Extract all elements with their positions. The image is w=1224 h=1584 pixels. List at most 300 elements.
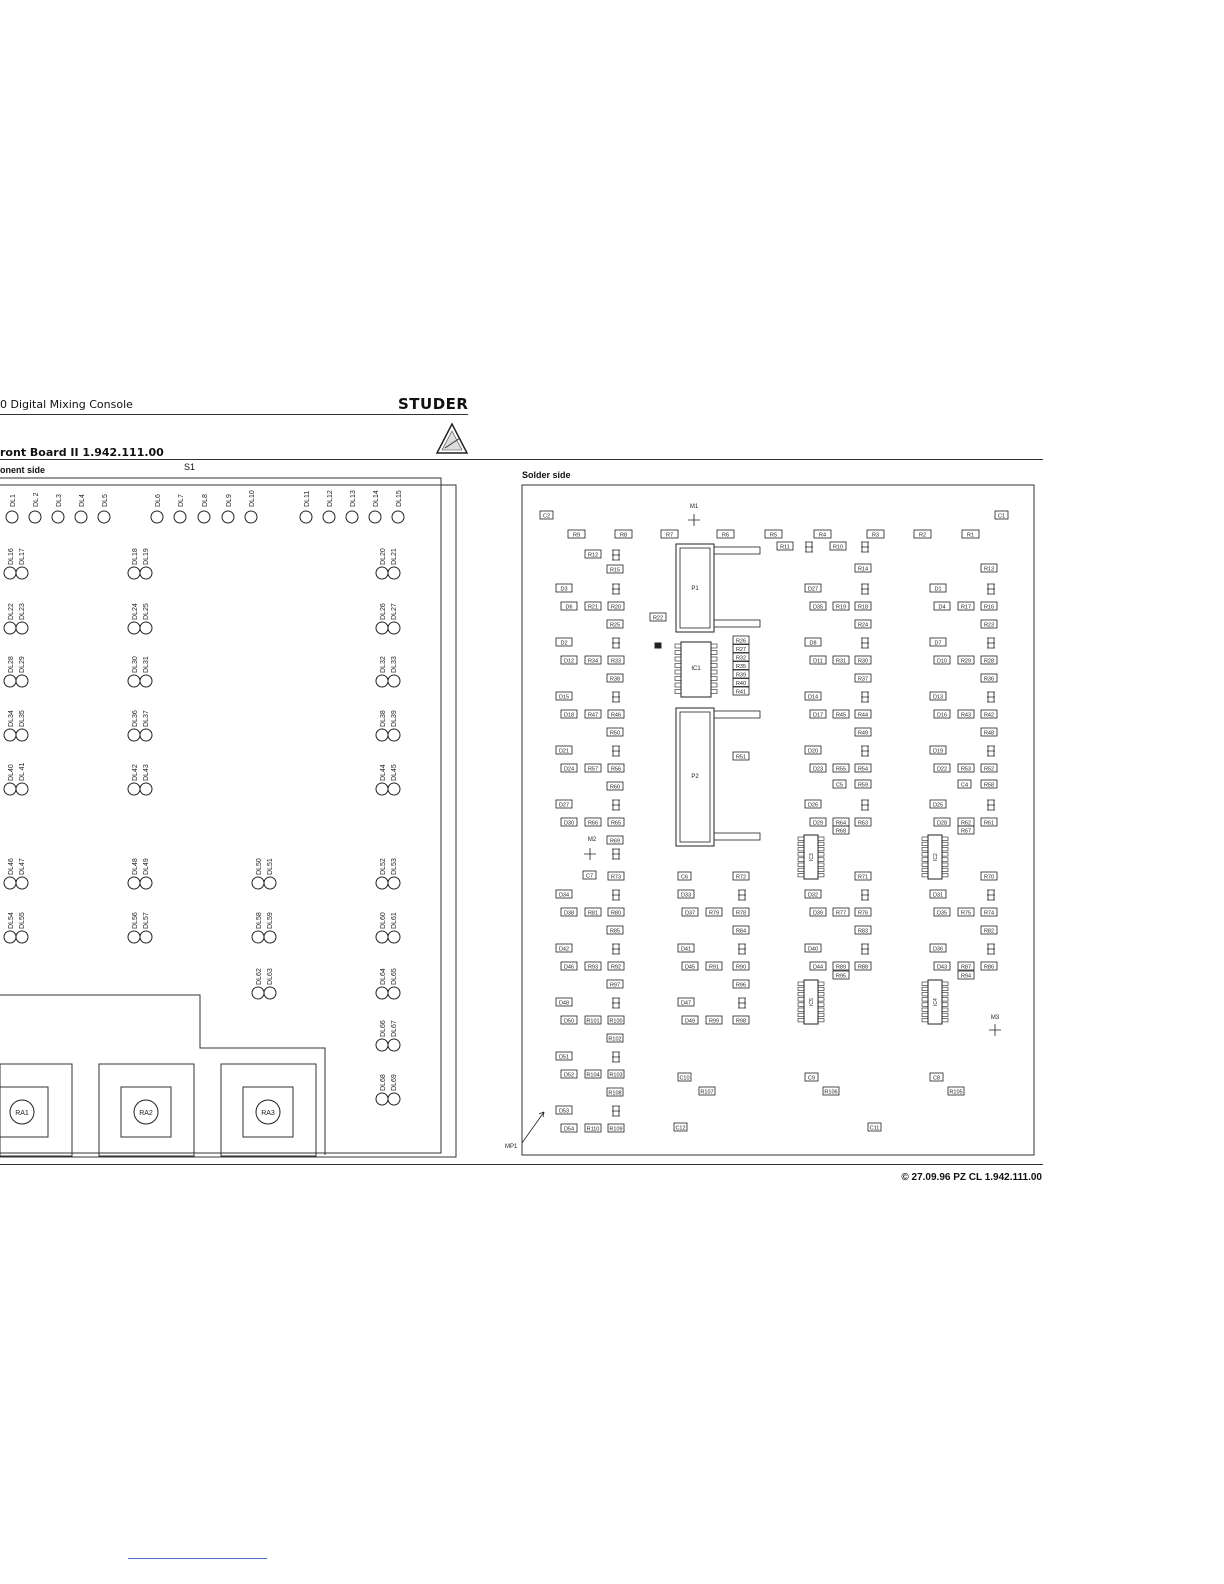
ic-pin [798,847,804,851]
component-label: D14 [807,694,819,701]
marker-label: MP1 [505,1144,518,1150]
led-label: DL68 [380,1074,387,1091]
component-label: R78 [735,910,747,917]
led-circle [245,511,257,523]
component-label: R102 [608,1036,622,1043]
component-label: R12 [587,552,599,559]
connector-label: P2 [691,774,699,780]
led-circle [4,675,16,687]
component-label: D28 [936,820,948,827]
component-label: D49 [684,1018,696,1025]
diode-symbol [861,638,869,648]
ic-pin [675,651,681,655]
component-label: R80 [610,910,622,917]
ic-pin [942,837,948,841]
ic-pin [798,1013,804,1017]
marker-label: M2 [587,837,597,843]
underline-link [128,1558,267,1559]
component-label: R73 [610,874,622,881]
component-label: D30 [563,820,575,827]
component-label: C8 [932,1075,941,1082]
component-label: R65 [610,820,622,827]
component-label: R18 [857,604,869,611]
led-label: DL22 [8,603,15,620]
connector-label: P1 [691,586,699,592]
led-circle [151,511,163,523]
component-label: C10 [679,1075,690,1082]
component-label: D53 [558,1108,570,1115]
component-label: R44 [857,712,869,719]
led-label: DL31 [143,656,150,673]
component-label: R109 [609,1126,623,1133]
component-label: R43 [960,712,972,719]
component-label: R4 [818,532,827,539]
ic-pin [922,1013,928,1017]
component-label: R90 [735,964,747,971]
ic-pin [922,1008,928,1012]
led-label: DL 2 [33,492,40,507]
component-label: D2 [560,640,568,647]
led-circle [128,567,140,579]
ic-pin [942,1018,948,1022]
led-circle [16,675,28,687]
led-label: DL47 [19,858,26,875]
component-label: R76 [857,910,869,917]
led-circle [140,783,152,795]
connector-pin [714,620,760,627]
rotary-frame [0,1064,72,1156]
diode-symbol [861,746,869,756]
led-circle [4,622,16,634]
diode-symbol [987,584,995,594]
component-label: R9 [572,532,581,539]
diode-symbol [987,638,995,648]
component-label: R42 [983,712,995,719]
ic-pin [798,842,804,846]
component-label: R68 [835,828,847,835]
led-circle [98,511,110,523]
component-label: R81 [587,910,599,917]
component-label: R14 [857,566,869,573]
component-label: R69 [609,838,621,845]
diode-symbol [612,692,620,702]
board-outline-outer [0,485,456,1157]
solder-side-diagram [500,480,1045,1160]
component-label: R33 [610,658,622,665]
component-label: D44 [812,964,824,971]
ic-pin [818,1018,824,1022]
led-label: DL51 [267,858,274,875]
diode-symbol [861,692,869,702]
component-label: D34 [558,892,570,899]
ic-pin [675,690,681,694]
ic-pin [922,853,928,857]
component-label: R19 [835,604,847,611]
ic-pin [675,644,681,648]
led-label: DL3 [56,494,63,507]
led-label: DL18 [132,548,139,565]
component-side-diagram [0,475,470,1165]
led-circle [388,877,400,889]
marker-label: M1 [689,504,699,510]
component-label: R104 [586,1072,600,1079]
board-outline [522,485,1034,1155]
led-circle [376,783,388,795]
ic-pin [711,657,717,661]
component-label: R59 [857,782,869,789]
led-circle [16,729,28,741]
ic-pin [711,664,717,668]
led-label: DL4 [79,494,86,507]
component-label: R108 [608,1090,622,1097]
component-label: R86 [983,964,995,971]
board-cutout [0,995,325,1155]
led-circle [376,622,388,634]
component-label: R26 [735,638,747,645]
title-rule [0,459,1043,460]
led-label: DL53 [391,858,398,875]
led-circle [4,783,16,795]
connector-pin [714,547,760,554]
diode-symbol [861,800,869,810]
component-side-label: onent side [0,465,46,475]
marker-cross [584,848,596,860]
component-label: C7 [585,873,594,880]
ic-pin [798,992,804,996]
component-label: D7 [934,640,942,647]
component-label: D36 [932,946,944,953]
led-circle [16,783,28,795]
ic-pin [798,837,804,841]
marker-cross [688,514,700,526]
component-label: R83 [857,928,869,935]
component-label: R62 [960,820,972,827]
component-label: D18 [563,712,575,719]
led-circle [252,987,264,999]
led-label: DL36 [132,710,139,727]
led-label: DL11 [304,490,311,507]
led-label: DL61 [391,912,398,929]
led-label: DL65 [391,968,398,985]
document-title: 0 Digital Mixing Console [0,398,133,411]
ic-pin [798,1003,804,1007]
brand-logo: STUDER [398,395,469,413]
ic-pin [942,858,948,862]
led-label: DL15 [396,490,403,507]
ic-pin [675,677,681,681]
component-label: R22 [652,615,664,622]
component-label: R64 [835,820,847,827]
component-label: D31 [932,892,944,899]
led-circle [388,729,400,741]
component-label: D35 [936,910,948,917]
footer-code: © 27.09.96 PZ CL 1.942.111.00 [901,1172,1042,1183]
component-label: R3 [871,532,880,539]
ic-pin [711,677,717,681]
ic-pin [818,842,824,846]
rotary-label: RA2 [139,1110,153,1117]
ic-pin [922,868,928,872]
led-label: DL35 [19,710,26,727]
led-circle [140,567,152,579]
led-label: DL45 [391,764,398,781]
diode-symbol [987,800,995,810]
component-label: C1 [997,513,1006,520]
ic-pin [798,998,804,1002]
component-label: R32 [735,655,747,662]
led-label: DL37 [143,710,150,727]
component-label: R45 [835,712,847,719]
ic-pin [942,842,948,846]
component-label: C12 [675,1125,686,1132]
led-label: DL34 [8,710,15,727]
diode-symbol [612,1106,620,1116]
led-label: DL25 [143,603,150,620]
component-label: R55 [835,766,847,773]
component-label: D11 [813,658,823,665]
component-label: D19 [932,748,944,755]
led-circle [16,931,28,943]
component-label: R87 [960,964,972,971]
led-label: DL7 [178,494,185,507]
component-label: R110 [586,1126,600,1133]
led-circle [128,622,140,634]
diode-symbol [987,890,995,900]
component-label: R47 [587,712,599,719]
ic-pin [818,837,824,841]
led-label: DL46 [8,858,15,875]
led-label: DL66 [380,1020,387,1037]
led-circle [16,567,28,579]
component-label: R36 [983,676,995,683]
component-label: D37 [684,910,696,917]
led-circle [388,675,400,687]
led-label: DL12 [327,490,334,507]
led-circle [16,877,28,889]
led-circle [388,783,400,795]
led-label: IC4 [933,998,939,1006]
led-label: DL20 [380,548,387,565]
ic-pin [922,873,928,877]
led-circle [4,567,16,579]
component-label: D38 [563,910,575,917]
led-circle [198,511,210,523]
ic-pin [818,1013,824,1017]
diode-symbol [612,944,620,954]
ic-pin [798,863,804,867]
marker-label: M3 [990,1015,1000,1021]
component-label: D50 [563,1018,575,1025]
led-circle [388,987,400,999]
component-label: R11 [780,544,790,551]
led-label: DL60 [380,912,387,929]
component-label: R50 [609,730,621,737]
led-circle [222,511,234,523]
component-label: R67 [960,828,972,835]
component-label: R53 [960,766,972,773]
component-label: D24 [563,766,575,773]
component-label: R94 [960,973,972,980]
led-circle [4,729,16,741]
ic-pin [818,868,824,872]
component-label: R35 [735,664,747,670]
led-label: DL69 [391,1074,398,1091]
board-title: ront Board II 1.942.111.00 [0,446,164,459]
component-label: D16 [936,712,948,719]
diode-symbol [738,944,746,954]
led-label: DL52 [380,858,387,875]
led-label: DL28 [8,656,15,673]
component-label: R88 [857,964,869,971]
led-circle [252,877,264,889]
diode-symbol [987,944,995,954]
led-label: DL49 [143,858,150,875]
led-label: DL38 [380,710,387,727]
ic-pin [942,863,948,867]
component-label: R54 [857,766,869,773]
led-circle [128,877,140,889]
led-circle [264,877,276,889]
led-circle [264,931,276,943]
component-label: R57 [587,766,599,773]
ic-pin [818,998,824,1002]
ic-pin [798,1018,804,1022]
ic-pin [922,842,928,846]
ic-pin [942,1008,948,1012]
led-label: DL50 [256,858,263,875]
led-label: DL8 [202,494,209,507]
component-label: R2 [918,532,927,539]
led-label: DL16 [8,548,15,565]
led-label: DL14 [373,490,380,507]
led-label: DL10 [249,490,256,507]
ic-pin [942,853,948,857]
led-label: DL54 [8,912,15,929]
led-circle [128,675,140,687]
led-label: DL48 [132,858,139,875]
ic-pin [818,847,824,851]
led-label: DL24 [132,603,139,620]
component-label: R84 [735,928,747,935]
led-circle [6,511,18,523]
component-label: R99 [708,1018,720,1025]
component-label: R93 [587,964,599,971]
component-label: R29 [960,658,972,665]
component-label: D54 [563,1126,575,1133]
component-label: R28 [983,658,995,665]
led-circle [140,729,152,741]
diode-symbol [987,746,995,756]
led-label: DL56 [132,912,139,929]
component-label: D39 [812,910,824,917]
led-label: DL9 [226,494,233,507]
ic-pin [942,847,948,851]
led-label: DL17 [19,548,26,565]
component-label: D48 [558,1000,570,1007]
component-label: R97 [609,982,621,989]
led-label: DL58 [256,912,263,929]
led-label: DL57 [143,912,150,929]
ic-pin [711,690,717,694]
component-label: R15 [609,567,621,574]
component-label: R77 [835,910,847,917]
ic-pin [942,873,948,877]
ic-pin [818,1003,824,1007]
led-label: DL13 [350,490,357,507]
component-label: D42 [558,946,570,953]
component-label: R17 [960,604,972,611]
ic-pin [942,1003,948,1007]
component-label: R98 [735,1018,747,1025]
component-label: C11 [869,1125,880,1132]
component-label: R60 [609,784,621,791]
led-label: DL19 [143,548,150,565]
ic-pin [798,987,804,991]
led-circle [388,567,400,579]
component-label: R20 [610,604,622,611]
led-circle [4,877,16,889]
component-label: R8 [619,532,628,539]
component-label: R41 [735,689,747,696]
ic-pin [922,992,928,996]
diode-symbol [861,944,869,954]
component-label: R16 [983,604,995,611]
ic-pin [922,858,928,862]
led-circle [4,931,16,943]
component-label: R61 [983,820,995,827]
ic-pin [922,863,928,867]
led-label: DL67 [391,1020,398,1037]
ic-pin [818,863,824,867]
component-label: R56 [610,766,622,773]
component-label: R58 [983,782,995,789]
led-circle [388,1093,400,1105]
ic-pin [818,873,824,877]
component-label: R96 [735,982,747,989]
marker-pointer [522,1112,544,1143]
led-label: DL40 [8,764,15,781]
led-label: DL23 [19,603,26,620]
component-label: R1 [966,532,975,539]
test-pad [655,643,661,648]
led-label: IC2 [933,853,939,861]
led-circle [376,1039,388,1051]
component-label: D46 [563,964,575,971]
component-label: R48 [983,730,995,737]
ic-pin [942,987,948,991]
diode-symbol [612,800,620,810]
component-label: C4 [960,782,969,789]
component-label: C9 [807,1075,816,1082]
led-label: DL6 [155,494,162,507]
ic-label: IC1 [691,666,701,672]
component-label: R91 [708,964,720,971]
led-label: DL63 [267,968,274,985]
led-circle [252,931,264,943]
component-label: R21 [587,604,599,611]
component-label: R34 [587,658,599,665]
component-label: R82 [983,928,995,935]
led-circle [264,987,276,999]
led-circle [392,511,404,523]
led-label: IC3 [809,853,815,861]
led-label: DL 41 [19,762,26,781]
led-circle [174,511,186,523]
led-circle [376,987,388,999]
component-label: R63 [857,820,869,827]
diode-symbol [861,542,869,552]
ic-pin [818,982,824,986]
